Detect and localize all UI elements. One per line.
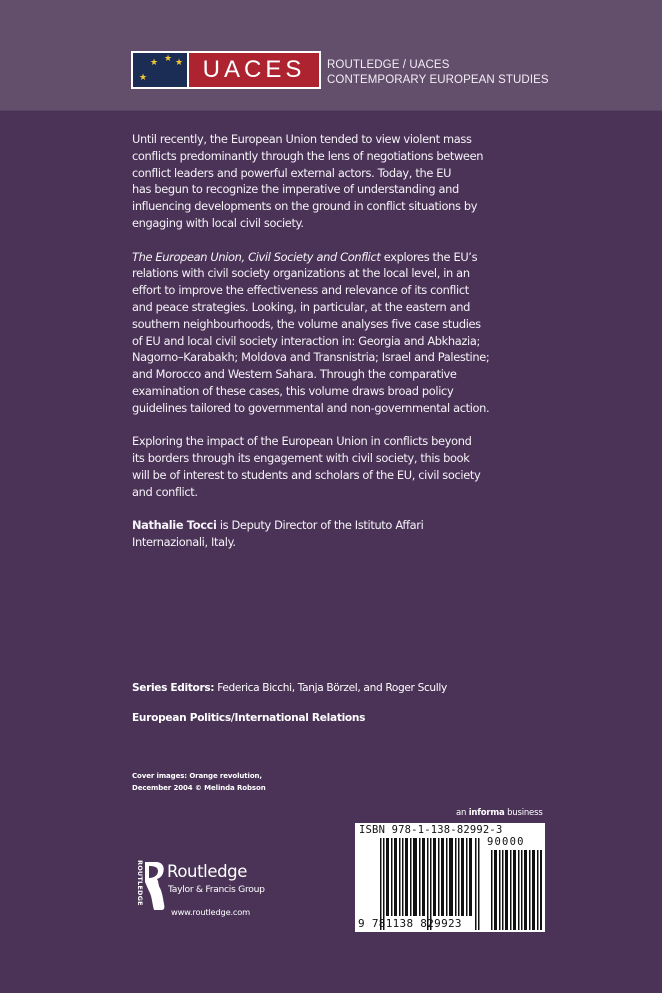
text-fragment: explores the EU’s xyxy=(380,249,478,264)
series-editors xyxy=(132,681,447,695)
cover-image-credit xyxy=(132,770,266,794)
routledge-wordmark: Routledge xyxy=(167,862,247,881)
subject-category: European Politics/International Relations xyxy=(132,712,366,724)
text-line: relations with civil society organizations at the local level, in an xyxy=(132,266,470,281)
star-icon: ★ xyxy=(175,58,184,68)
credit-line: December 2004 © Melinda Robson xyxy=(132,784,266,792)
price-addon-bars xyxy=(491,850,543,930)
svg-text:ROUTLEDGE: ROUTLEDGE xyxy=(136,860,144,906)
text-line: of EU and local civil society interaction in: Georgia and Abkhazia; xyxy=(132,333,480,348)
author-name: Nathalie Tocci xyxy=(132,518,217,533)
text-line: southern neighbourhoods, the volume analyses five case studies xyxy=(132,316,481,331)
text-line: and conflict. xyxy=(132,484,198,499)
header-band xyxy=(0,0,662,111)
price-code: 90000 xyxy=(487,836,525,848)
text-line: and peace strategies. Looking, in particular, at the eastern and xyxy=(132,299,471,314)
informa-tagline xyxy=(456,808,543,819)
text-line: conflicts predominantly through the lens of negotiations between xyxy=(132,148,484,163)
text-fragment: is Deputy Director of the Istituto Affari xyxy=(216,518,424,533)
text-fragment: an xyxy=(456,808,469,818)
text-line: engaging with local civil society. xyxy=(132,215,304,230)
informa-brand: informa xyxy=(468,808,505,818)
text-line: examination of these cases, this volume draws broad policy xyxy=(132,383,454,398)
credit-line: Cover images: Orange revolution, xyxy=(132,772,262,780)
text-line: guidelines tailored to governmental and non-governmental action. xyxy=(132,400,490,415)
series-editors-names: Federica Bicchi, Tanja Börzel, and Roger Scully xyxy=(214,682,447,694)
text-line: has begun to recognize the imperative of understanding and xyxy=(132,182,459,197)
taylor-francis-group: Taylor & Francis Group xyxy=(168,884,265,895)
text-line xyxy=(132,249,542,266)
back-cover-blurb xyxy=(132,131,542,568)
isbn-barcode xyxy=(355,823,545,932)
author-bio xyxy=(132,517,542,551)
publisher-url: www.routledge.com xyxy=(171,907,251,917)
star-icon: ★ xyxy=(164,54,173,64)
text-fragment: business xyxy=(504,808,543,818)
blurb-paragraph-3 xyxy=(132,433,542,500)
uaces-logo xyxy=(131,51,321,89)
text-line: effort to improve the effectiveness and relevance of its conflict xyxy=(132,283,469,298)
star-icon: ★ xyxy=(139,73,148,83)
series-line-1: ROUTLEDGE / UACES xyxy=(327,59,450,71)
text-line: its borders through its engagement with civil society, this book xyxy=(132,451,470,466)
eu-flag-icon xyxy=(133,53,187,87)
isbn-text: ISBN 978-1-138-82992-3 xyxy=(359,824,503,836)
routledge-r-icon xyxy=(132,860,167,912)
text-line: Nagorno–Karabakh; Moldova and Transnistria; Israel and Palestine; xyxy=(132,350,490,365)
text-line: conflict leaders and powerful external actors. Today, the EU xyxy=(132,165,452,180)
blurb-paragraph-1 xyxy=(132,131,542,232)
blurb-paragraph-2 xyxy=(132,249,542,417)
ean-digits: 9 781138 829923 xyxy=(358,917,462,930)
series-name xyxy=(327,58,549,88)
series-editors-label: Series Editors: xyxy=(132,682,215,694)
text-line: Exploring the impact of the European Union in conflicts beyond xyxy=(132,434,472,449)
series-line-2: CONTEMPORARY EUROPEAN STUDIES xyxy=(327,74,549,86)
text-line: and Morocco and Western Sahara. Through the comparative xyxy=(132,367,457,382)
book-title: The European Union, Civil Society and Conflict xyxy=(132,249,381,264)
text-line: will be of interest to students and scholars of the EU, civil society xyxy=(132,467,481,482)
text-line: influencing developments on the ground in conflict situations by xyxy=(132,199,478,214)
text-line xyxy=(132,517,542,534)
uaces-wordmark: UACES xyxy=(189,53,319,87)
text-line: Until recently, the European Union tended to view violent mass xyxy=(132,132,472,146)
star-icon: ★ xyxy=(150,58,159,68)
text-line: Internazionali, Italy. xyxy=(132,535,236,550)
